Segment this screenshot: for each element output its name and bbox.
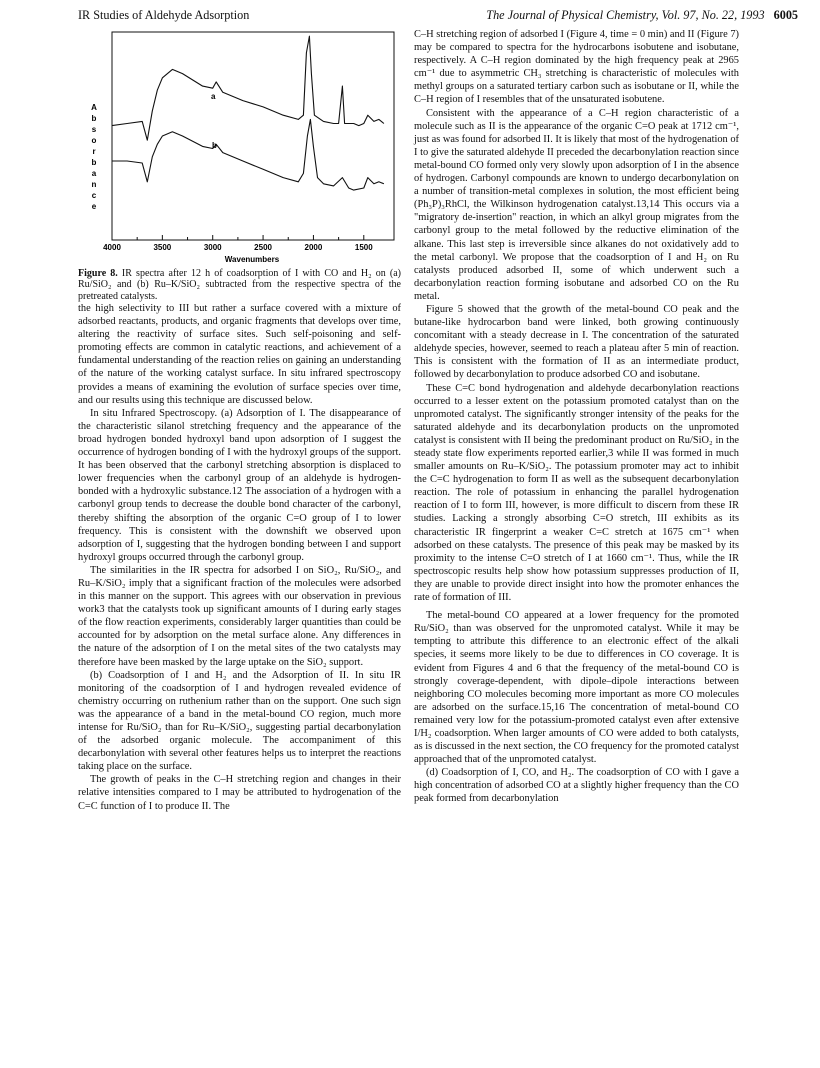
y-axis-label-text: A b s o r b a n c e <box>91 103 97 211</box>
ir-spectrum-chart <box>78 30 398 268</box>
paragraph: In situ Infrared Spectroscopy. (a) Adsorption of I. The disappearance of the characteristic silanol stretching frequency and the appearance of the broad hydrogen bonded hydroxyl band upon adsorption of I suggest the occurrence of hydrogen bonding of I with the hydroxyl groups of the support. It has been observed that the carbonyl stretching absorption is displaced to lower frequencies when the carbonyl group of an aldehyde is hydrogen-bonded with a hydroxylic substance.12 The association of a hydrogen with a carbonyl group tends to decrease the double bond character of the carbonyl, thereby shifting the absorption of the organic C=O group of I to lower frequency. This is consistent with the downshift we observed upon adsorption of I, suggesting that the hydrogen bonding between I and support hydroxyl groups occurred through the carbonyl group. <box>78 407 401 563</box>
spectrum-series-a <box>112 36 384 140</box>
paragraph: Consistent with the appearance of a C–H region characteristic of a molecule such as II is the appearance of the organic C=O peak at 1712 cm⁻¹, just as was found for adsorbed II. It is likely that most of the hydrogenation of I to give the saturated aldehyde II preceded the decarbonylation reaction since metal-bound CO formed only very slowly upon adsorption of I in the absence of hydrogen. Carbonyl compounds are known to undergo decarbonylation on a number of transition-metal complexes in solution, the most efficient being (Ph₃P)₃RhCl, the Wilkinson hydrogenation catalyst.13,14 This occurs via a "migratory de-insertion" reaction, in which an alkyl group migrates from the carbonyl group to the metal followed by the reductive elimination of the alkane. This last step is irreversible since alkanes do not oxidatively add to the metal carbonyl. We propose that the coadsorption of I and H₂ on Ru catalysts produced adsorbed II, some of which underwent such a decarbonylation reaction forming isobutane and adsorbed CO on the Ru metal. <box>414 107 739 302</box>
paragraph: These C=C bond hydrogenation and aldehyde decarbonylation reactions occurred to a lesser extent on the potassium promoted catalyst than on the unpromoted catalyst. The significantly stronger intensity of the peaks for the saturated aldehyde and its decarbonylation products on the unpromoted catalyst is consistent with II being the predominant product on Ru/SiO₂ in the steady state flow experiments reported earlier,3 while II was formed in much smaller amounts on Ru–K/SiO₂. The potassium promoter may act to inhibit the C=C hydrogenation to form II as well as the subsequent decarbonylation reaction. The role of potassium in enhancing the parallel hydrogenation reaction of I to form III, however, is more difficult to discern from these IR studies. Lacking a strongly absorbing C=O stretch, III exhibits as its characteristic IR fingerprint a weaker C=C stretch at 1675 cm⁻¹ when adsorbed on these catalysts. The presence of this peak may be masked by its proximity to the intense C=O stretch of I at 1660 cm⁻¹. Thus, while the IR spectroscopic results help show how potassium suppresses production of II, they are unable to provide direct insight into how the promoter enhances the rate of formation of III. <box>414 382 739 604</box>
paragraph: (d) Coadsorption of I, CO, and H₂. The coadsorption of CO with I gave a high concentration of adsorbed CO at a slightly higher frequency than the CO peak formed from decarbonylation <box>414 767 739 805</box>
curve-label-a: a <box>211 92 216 101</box>
plot-frame <box>112 32 394 240</box>
curve-label-b: b <box>212 141 217 150</box>
y-axis-label <box>91 103 97 211</box>
caption-text: IR spectra after 12 h of coadsorption of I with CO and H₂ on (a) Ru/SiO₂ and (b) Ru–K/SiO₂ subtracted from the respective spectra of the pretreated catalysts. <box>78 268 401 302</box>
left-column <box>78 302 401 813</box>
figure-8 <box>78 30 398 300</box>
right-column <box>414 28 739 806</box>
paragraph: Figure 5 showed that the growth of the metal-bound CO peak and the butane-like hydrocarbon band were linked, both growing continuously concomitant with a steady decrease in I. The concentration of the saturated aldehyde species, however, seemed to reach a plateau after 5 min of reaction. This is consistent with the formation of II as an intermediate product, followed by decarbonylation to produce adsorbed CO and isobutane. <box>414 303 739 381</box>
x-axis-label: Wavenumbers <box>224 255 280 264</box>
paragraph: The similarities in the IR spectra for adsorbed I on SiO₂, Ru/SiO₂, and Ru–K/SiO₂ imply that a significant fraction of the molecules were adsorbed in this manner on the support. This agrees with our observation in previous work3 that the catalysts took up significant amounts of I during early stages of the flow reaction experiments, considerably larger quantities than could be accounted for by adsorption on the metal surface alone. Any differences in the nature of the adsorption of I on the metal sites of the two catalysts may therefore have been masked by the large uptake on the SiO₂ support. <box>78 564 401 668</box>
x-tick-label: 3500 <box>153 243 172 252</box>
paragraph: The metal-bound CO appeared at a lower frequency for the promoted Ru/SiO₂ than was observed for the unpromoted catalyst. While it may be tempting to attribute this difference to an electronic effect of the alkali species, it seems more likely to be due to differences in CO coverage. It is evident from Figures 4 and 6 that the frequency of the metal-bound CO is strongly coverage-dependent, with dipole–dipole interactions between neighboring CO molecules becoming more important as more CO molecules are adsorbed on the surface.15,16 The concentration of metal-bound CO remained very low for the potassium-promoted catalyst even after extensive I/H₂ coadsorption. When larger amounts of CO were added to both catalysts, as is discussed in the next section, the CO frequency for the promoted catalyst approached that of the unpromoted catalyst. <box>414 610 739 766</box>
figure-caption <box>78 268 401 302</box>
running-head: IR Studies of Aldehyde Adsorption <box>78 8 250 22</box>
x-tick-label: 2000 <box>304 243 323 252</box>
x-tick-label: 3000 <box>203 243 222 252</box>
paragraph: the high selectivity to III but rather a surface covered with a mixture of adsorbed reactants, products, and organic fragments that develops over time, altering the reactivity of surface sites. Such self-poisoning and self-promoting effects are common in catalytic reactions, and achievement of a fundamental understanding of the reaction relies on gaining an understanding of the nature of the working catalyst surface. In situ infrared spectroscopy provides a means of examining the evolution of surface species over time, and our results using this technique are discussed below. <box>78 303 401 406</box>
paragraph: (b) Coadsorption of I and H₂ and the Adsorption of II. In situ IR monitoring of the coadsorption of I and hydrogen revealed evidence of chemistry occurring on ruthenium rather than on the support. One such sign was the appearance of a band in the metal-bound CO region, much more intense for Ru/SiO₂ than for Ru–K/SiO₂, suggesting partial decarbonylation of the adsorbed organic molecule. The accompaniment of this decarbonylation with several other features helps us to interpret the reactions taking place on the surface. <box>78 669 401 773</box>
paragraph: The growth of peaks in the C–H stretching region and changes in their relative intensities compared to I may be attributed to hydrogenation of the C=C function of I to produce II. The <box>78 774 401 812</box>
journal-name: The Journal of Physical Chemistry, Vol. 97, No. 22, 1993 <box>486 8 765 22</box>
x-tick-label: 2500 <box>254 243 272 252</box>
spectrum-series-b <box>112 119 384 190</box>
x-axis-ticks <box>103 235 373 252</box>
caption-label: Figure 8. <box>78 268 118 279</box>
x-tick-label: 4000 <box>103 243 121 252</box>
page-number: 6005 <box>773 8 798 22</box>
paragraph: C–H stretching region of adsorbed I (Figure 4, time = 0 min) and II (Figure 7) may be compared to spectra for the hydrocarbons isobutene and isobutane, respectively. A C–H region dominated by the high frequency peak at 2965 cm⁻¹ due to asymmetric CH₃ stretching is characteristic of molecules with methyl groups on a saturated tertiary carbon such as isobutane or II, while the C–H region of I resembles that of the unsaturated isobutene. <box>414 29 739 106</box>
journal-citation <box>486 8 798 23</box>
x-tick-label: 1500 <box>354 243 373 252</box>
spectrum-curves <box>112 36 384 190</box>
